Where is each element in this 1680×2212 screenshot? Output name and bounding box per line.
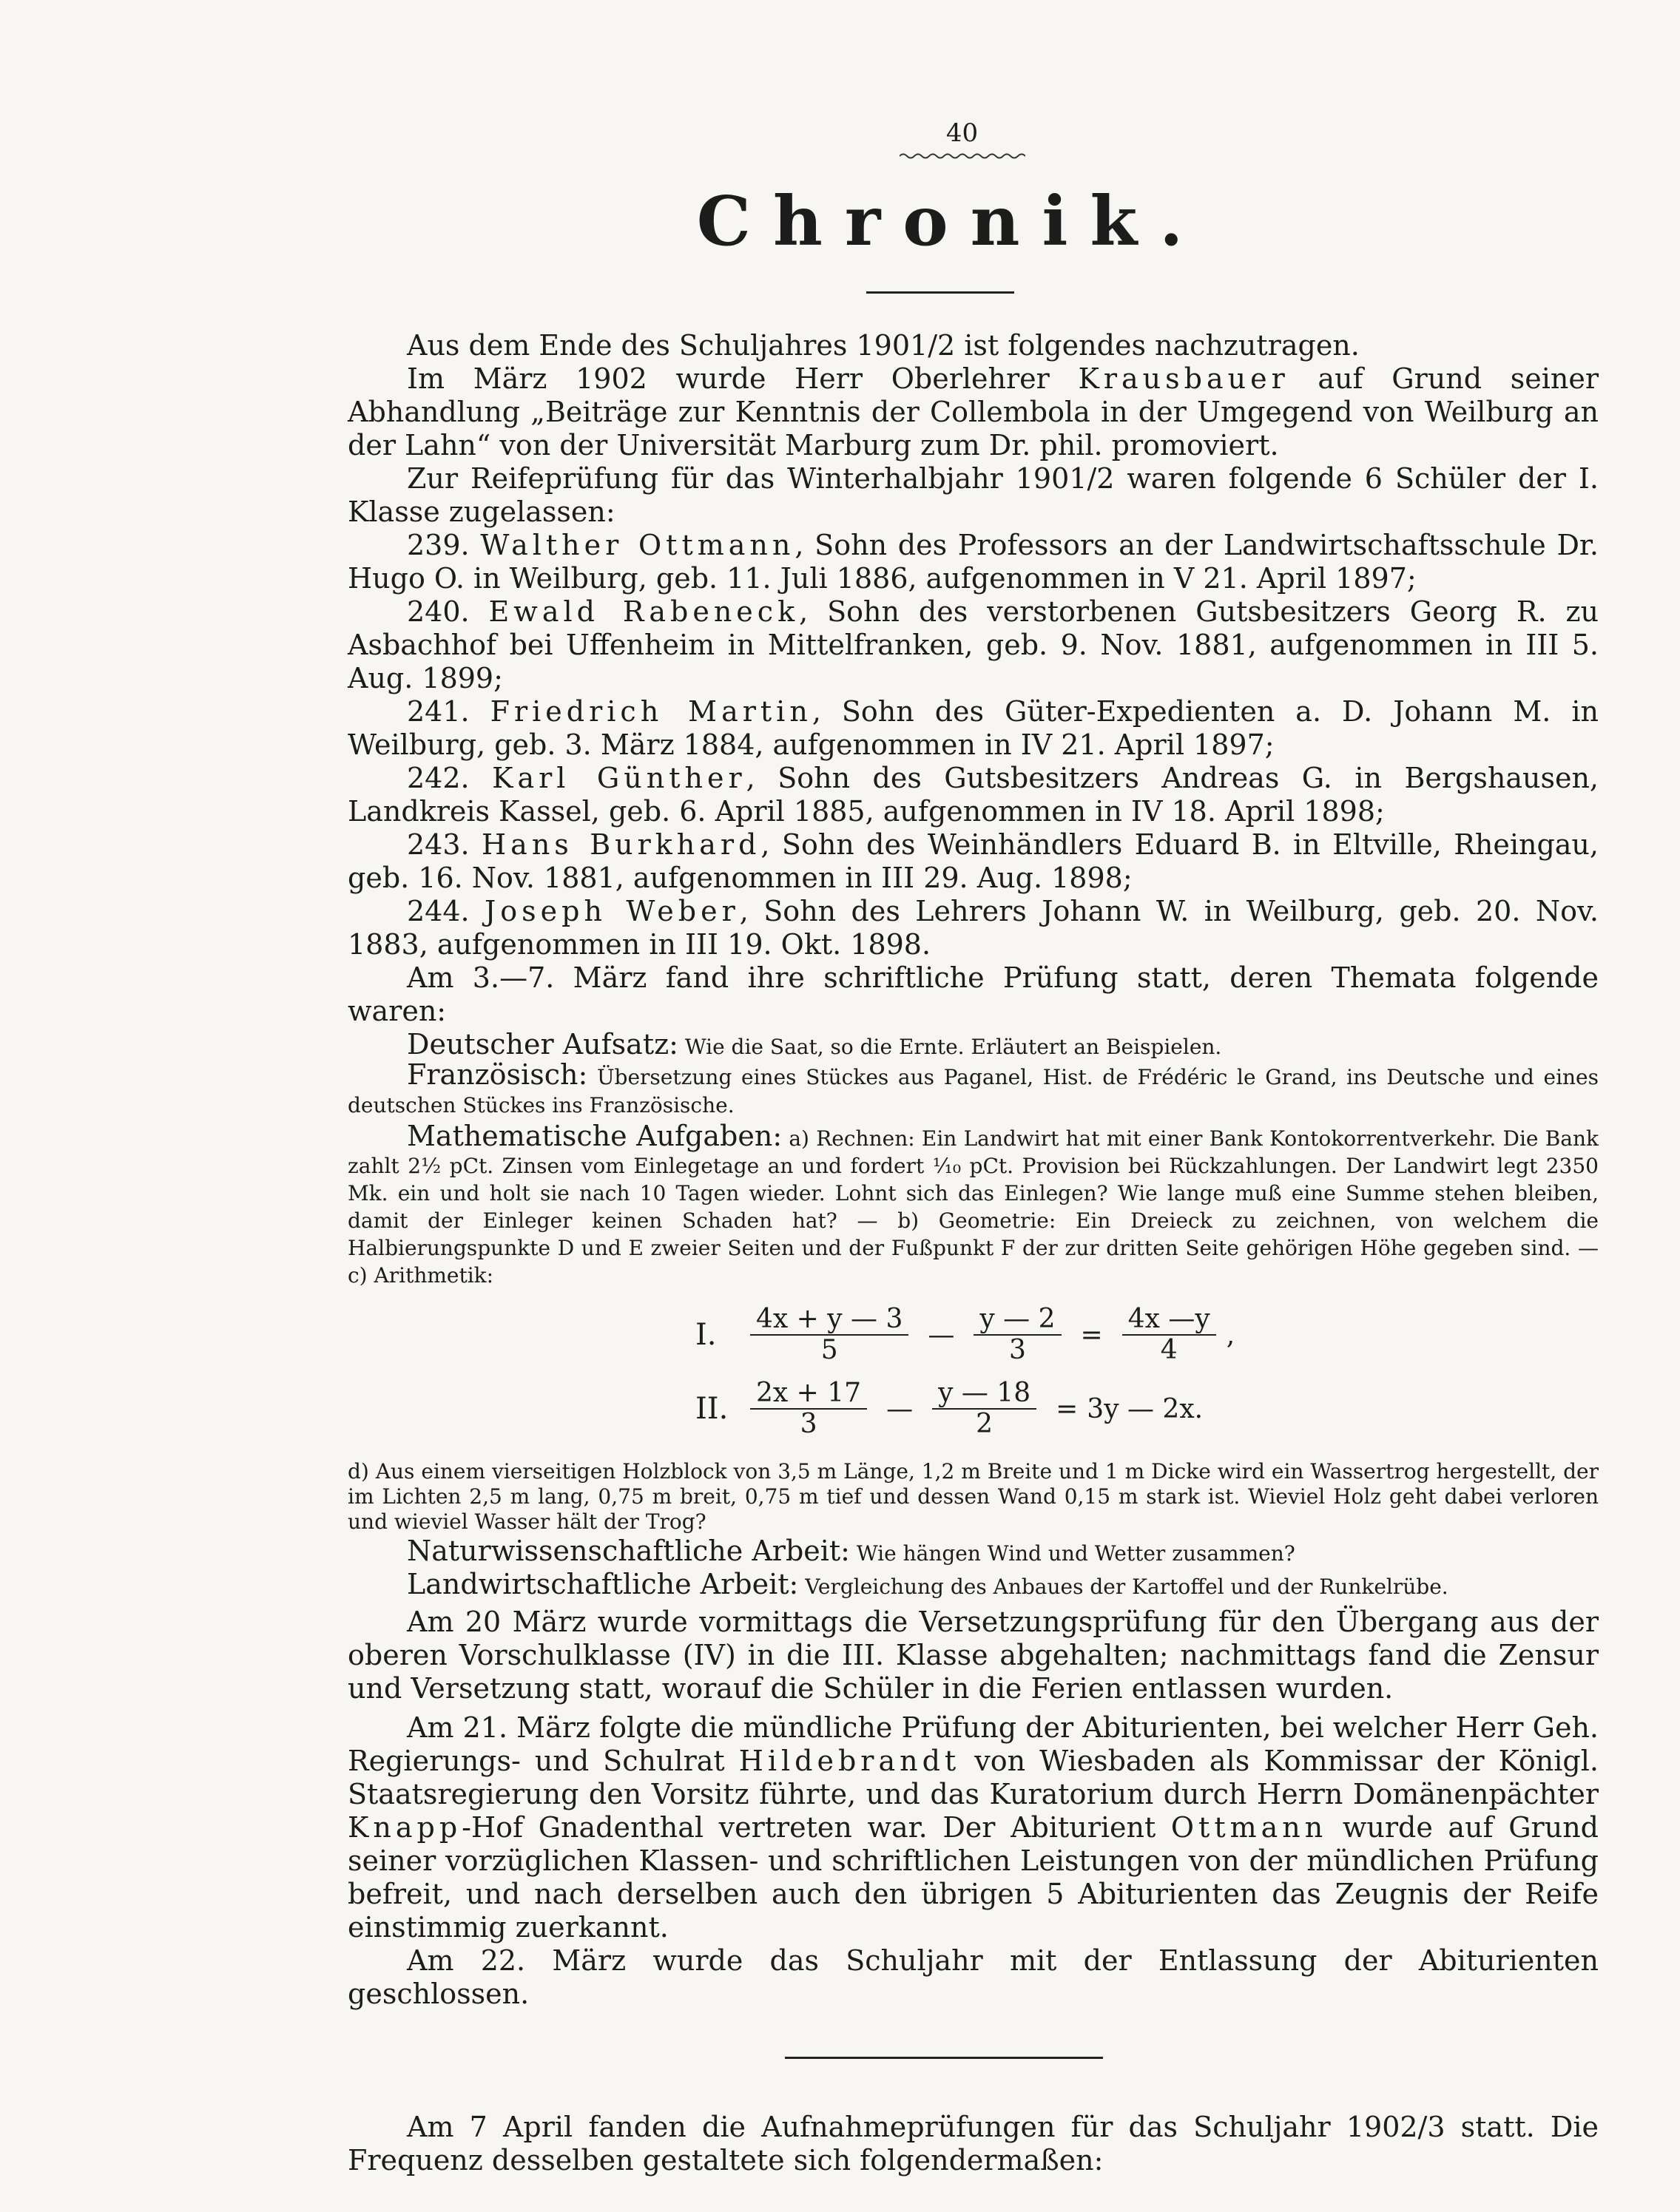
- equation-2: [695, 1372, 1599, 1446]
- denominator: 2: [976, 1409, 994, 1439]
- exam-natur-text: Wie hängen Wind und Wetter zusammen?: [849, 1541, 1295, 1566]
- candidate-entry: [348, 762, 1599, 828]
- exam-math: [348, 1120, 1599, 1288]
- numerator: y — 2: [974, 1305, 1061, 1336]
- person-name-knapp: Knapp: [348, 1811, 462, 1844]
- candidate-number: 240.: [407, 595, 470, 628]
- exam-land-label: Landwirtschaftliche Arbeit:: [407, 1568, 799, 1600]
- exam-intro: Am 3.—7. März fand ihre schriftliche Prüfung statt, deren Themata folgende waren:: [348, 961, 1599, 1027]
- denominator: 3: [1009, 1335, 1026, 1365]
- exam-natur-label: Naturwissenschaftliche Arbeit:: [407, 1535, 850, 1567]
- operator: —: [928, 1319, 955, 1350]
- denominator: 5: [820, 1335, 838, 1365]
- numerator: 2x + 17: [750, 1379, 867, 1410]
- candidate-text: , Sohn des Weinhändlers Eduard B. in Eltville, Rheingau, geb. 16. Nov. 1881, aufgenommen in III 29. Aug. 1898;: [348, 828, 1599, 894]
- closing-p2-b: von Wiesbaden als Kommissar der Königl. Staatsregierung den Vorsitz führte, und das Kuratorium durch Herrn Domänenpächter: [348, 1745, 1599, 1810]
- intro-paragraph-3: Zur Reifeprüfung für das Winterhalbjahr 1901/2 waren folgende 6 Schüler der I. Klasse zugelassen:: [348, 462, 1599, 528]
- closing-paragraph-3: Am 22. März wurde das Schuljahr mit der Entlassung der Abiturienten geschlossen.: [348, 1944, 1599, 2010]
- operator: —: [886, 1393, 914, 1424]
- exam-deutsch: [348, 1028, 1599, 1061]
- candidate-text: , Sohn des Professors an der Landwirtschaftsschule Dr. Hugo O. in Weilburg, geb. 11. Juli 1886, aufgenommen in V 21. April 1897;: [348, 529, 1599, 595]
- equation-number: I.: [695, 1318, 717, 1352]
- equation-system: [695, 1298, 1599, 1446]
- intro-p2-after: auf Grund seiner Abhandlung „Beiträge zur Kenntnis der Collembola in der Umgegend von Weilburg an der Lahn“ von der Universität Marburg zum Dr. phil. promoviert.: [348, 362, 1599, 461]
- denominator: 3: [800, 1409, 817, 1439]
- intro-p2-before: Im März 1902 wurde Herr Oberlehrer: [407, 362, 1079, 395]
- fraction: [1122, 1305, 1216, 1365]
- page-number-ornament: [900, 151, 1025, 161]
- page-number: 40: [945, 118, 979, 148]
- candidate-entry: [348, 695, 1599, 762]
- candidate-entry: [348, 595, 1599, 695]
- exam-land: [348, 1568, 1599, 1601]
- exam-franz: [348, 1058, 1599, 1117]
- fraction: [750, 1379, 867, 1439]
- equation-end: ,: [1226, 1319, 1235, 1350]
- candidate-text: , Sohn des Lehrers Johann W. in Weilburg, geb. 20. Nov. 1883, aufgenommen in III 19. Okt. 1898.: [348, 895, 1599, 961]
- candidate-number: 244.: [407, 895, 470, 927]
- exam-deutsch-text: Wie die Saat, so die Ernte. Erläutert an Beispielen.: [678, 1035, 1222, 1059]
- person-name-krausbauer: Krausbauer: [1078, 362, 1289, 395]
- title-divider: [866, 291, 1014, 294]
- numerator: y — 18: [932, 1379, 1036, 1410]
- fraction: [974, 1305, 1061, 1365]
- intro-paragraph-2: [348, 362, 1599, 462]
- section-divider: [785, 2057, 1103, 2059]
- equation-rhs: 3y — 2x.: [1087, 1393, 1204, 1424]
- person-name-ottmann: Ottmann: [1170, 1811, 1328, 1844]
- closing-p2-a: Am 21. März folgte die mündliche Prüfung der Abiturienten, bei welcher Herr Geh. Regierungs- und Schulrat: [348, 1711, 1599, 1777]
- numerator: 4x + y — 3: [750, 1305, 908, 1336]
- exam-deutsch-label: Deutscher Aufsatz:: [407, 1028, 678, 1061]
- closing-paragraph-2: [348, 1711, 1599, 1944]
- candidate-number: 243.: [407, 828, 470, 861]
- person-name-hildebrandt: Hildebrandt: [738, 1745, 961, 1777]
- fraction: [932, 1379, 1036, 1439]
- denominator: 4: [1160, 1335, 1178, 1365]
- candidate-number: 242.: [407, 762, 470, 794]
- exam-franz-label: Französisch:: [407, 1058, 588, 1091]
- fraction: [750, 1305, 908, 1365]
- candidate-name: Friedrich Martin: [490, 695, 812, 728]
- candidate-name: Ewald Rabeneck: [488, 595, 800, 628]
- closing-paragraph-1: Am 20 März wurde vormittags die Versetzungsprüfung für den Übergang aus der oberen Vorschulklasse (IV) in die III. Klasse abgehalten; nachmittags fand die Zensur und Versetzung statt, worauf die Schüler in die Ferien entlassen wurden.: [348, 1606, 1599, 1705]
- operator: =: [1056, 1393, 1079, 1424]
- equation-1: [695, 1298, 1599, 1372]
- candidate-entry: [348, 895, 1599, 961]
- candidate-name: Joseph Weber: [485, 895, 740, 927]
- exam-natur: [348, 1535, 1599, 1568]
- next-year-paragraph: Am 7 April fanden die Aufnahmeprüfungen für das Schuljahr 1902/3 statt. Die Frequenz desselben gestaltete sich folgendermaßen:: [348, 2111, 1599, 2177]
- candidate-number: 239.: [407, 529, 470, 561]
- candidate-number: 241.: [407, 695, 470, 728]
- operator: =: [1080, 1319, 1103, 1350]
- numerator: 4x —y: [1122, 1305, 1216, 1336]
- intro-paragraph-1: Aus dem Ende des Schuljahres 1901/2 ist folgendes nachzutragen.: [407, 329, 1360, 362]
- candidate-name: Karl Günther: [492, 762, 746, 794]
- closing-p2-c: -Hof Gnadenthal vertreten war. Der Abiturient: [462, 1811, 1171, 1844]
- candidate-list: [348, 529, 1599, 961]
- exam-math-text: a) Rechnen: Ein Landwirt hat mit einer Bank Kontokorrentverkehr. Die Bank zahlt 2½ pCt. Zinsen vom Einlegetage an und fordert ¹⁄₁₀ pCt. Provision bei Rückzahlungen. Der Landwirt legt 2350 Mk. ein und holt sie nach 10 Tagen wieder. Lohnt sich das Einlegen? Wie lange muß eine Summe stehen bleiben, damit der Einleger keinen Schaden hat? — b) Geometrie: Ein Dreieck zu zeichnen, von welchem die Halbierungspunkte D und E zweier Seiten und der Fußpunkt F der zur dritten Seite gehörigen Höhe gegeben sind. — c) Arithmetik:: [348, 1126, 1599, 1288]
- candidate-text: , Sohn des Güter-Expedienten a. D. Johann M. in Weilburg, geb. 3. März 1884, aufgenommen in IV 21. April 1897;: [348, 695, 1599, 761]
- page-title: Chronik.: [696, 181, 1206, 261]
- exam-land-text: Vergleichung des Anbaues der Kartoffel und der Runkelrübe.: [798, 1575, 1448, 1599]
- candidate-text: , Sohn des Gutsbesitzers Andreas G. in Bergshausen, Landkreis Kassel, geb. 6. April 1885, aufgenommen in IV 18. April 1898;: [348, 762, 1599, 828]
- exam-math-d: d) Aus einem vierseitigen Holzblock von 3,5 m Länge, 1,2 m Breite und 1 m Dicke wird ein Wassertrog hergestellt, der im Lichten 2,5 m lang, 0,75 m breit, 0,75 m tief und dessen Wand 0,15 m stark ist. Wieviel Holz geht dabei verloren und wieviel Wasser hält der Trog?: [348, 1459, 1599, 1534]
- candidate-entry: [348, 828, 1599, 895]
- closing-p2-d: wurde auf Grund seiner vorzüglichen Klassen- und schriftlichen Leistungen von der mündlichen Prüfung befreit, und nach derselben auch den übrigen 5 Abiturienten das Zeugnis der Reife einstimmig zuerkannt.: [348, 1811, 1599, 1944]
- equation-number: II.: [695, 1392, 729, 1426]
- candidate-name: Walther Ottmann: [480, 529, 795, 561]
- exam-franz-text: Übersetzung eines Stückes aus Paganel, Hist. de Frédéric le Grand, ins Deutsche und eines deutschen Stückes ins Französische.: [348, 1065, 1599, 1117]
- exam-math-label: Mathematische Aufgaben:: [407, 1120, 783, 1152]
- candidate-text: , Sohn des verstorbenen Gutsbesitzers Georg R. zu Asbachhof bei Uffenheim in Mittelfranken, geb. 9. Nov. 1881, aufgenommen in III 5. Aug. 1899;: [348, 595, 1599, 694]
- candidate-entry: [348, 529, 1599, 595]
- candidate-name: Hans Burkhard: [482, 828, 761, 861]
